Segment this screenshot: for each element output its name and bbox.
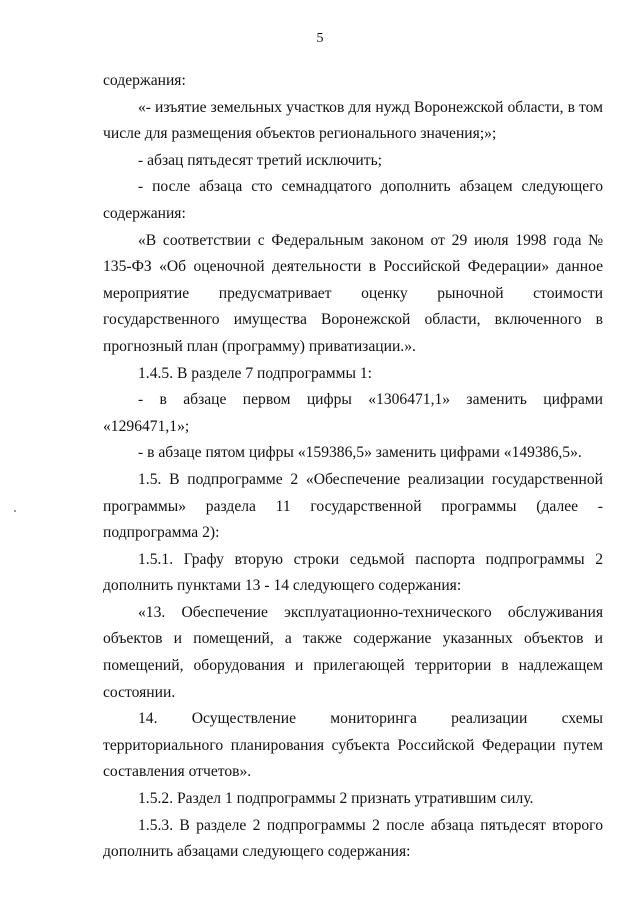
paragraph-first-figure: - в абзаце первом цифры «1306471,1» заменить цифрами «1296471,1»;	[103, 391, 603, 435]
paragraph-continuation: содержания:	[103, 72, 186, 89]
paragraph-1-5: 1.5. В подпрограмме 2 «Обеспечение реализации государственной программы» раздела 11 государственной программы (далее - подпрограмма 2):	[103, 470, 603, 542]
page-number: 5	[316, 31, 324, 46]
paragraph-item-13: «13. Обеспечение эксплуатационно-технического обслуживания объектов и помещений, а также содержание указанных объектов и помещений, оборудования и прилегающей территории в надлежащем состоянии.	[103, 603, 603, 701]
paragraph-federal-law: «В соответствии с Федеральным законом от 29 июля 1998 года № 135-ФЗ «Об оценочной деятельности в Российской Федерации» данное мероприятие предусматривает оценку рыночной стоимости государственного имущества Воронежской области, включенного в прогнозный план (программу) приватизации.».	[103, 231, 603, 355]
paragraph-after-117: - после абзаца сто семнадцатого дополнить абзацем следующего содержания:	[103, 178, 603, 222]
scan-edge-mark	[14, 510, 16, 512]
paragraph-delete-53: - абзац пятьдесят третий исключить;	[138, 151, 383, 169]
paragraph-1-5-3: 1.5.3. В разделе 2 подпрограммы 2 после абзаца пятьдесят второго дополнить абзацами следующего содержания:	[103, 816, 603, 861]
paragraph-quote-land: «- изъятие земельных участков для нужд Воронежской области, в том числе для размещения объектов регионального значения;»;	[103, 98, 603, 143]
paragraph-item-14: 14. Осуществление мониторинга реализации схемы территориального планирования субъекта Российской Федерации путем составления отчетов».	[103, 710, 603, 781]
paragraph-1-4-5: 1.4.5. В разделе 7 подпрограммы 1:	[138, 364, 372, 382]
paragraph-1-5-1: 1.5.1. Графу вторую строки седьмой паспорта подпрограммы 2 дополнить пунктами 13 - 14 следующего содержания:	[103, 550, 603, 595]
paragraph-fifth-figure: - в абзаце пятом цифры «159386,5» заменить цифрами «149386,5».	[138, 444, 582, 462]
document-body	[103, 68, 603, 866]
paragraph-1-5-2: 1.5.2. Раздел 1 подпрограммы 2 признать утратившим силу.	[138, 790, 534, 808]
